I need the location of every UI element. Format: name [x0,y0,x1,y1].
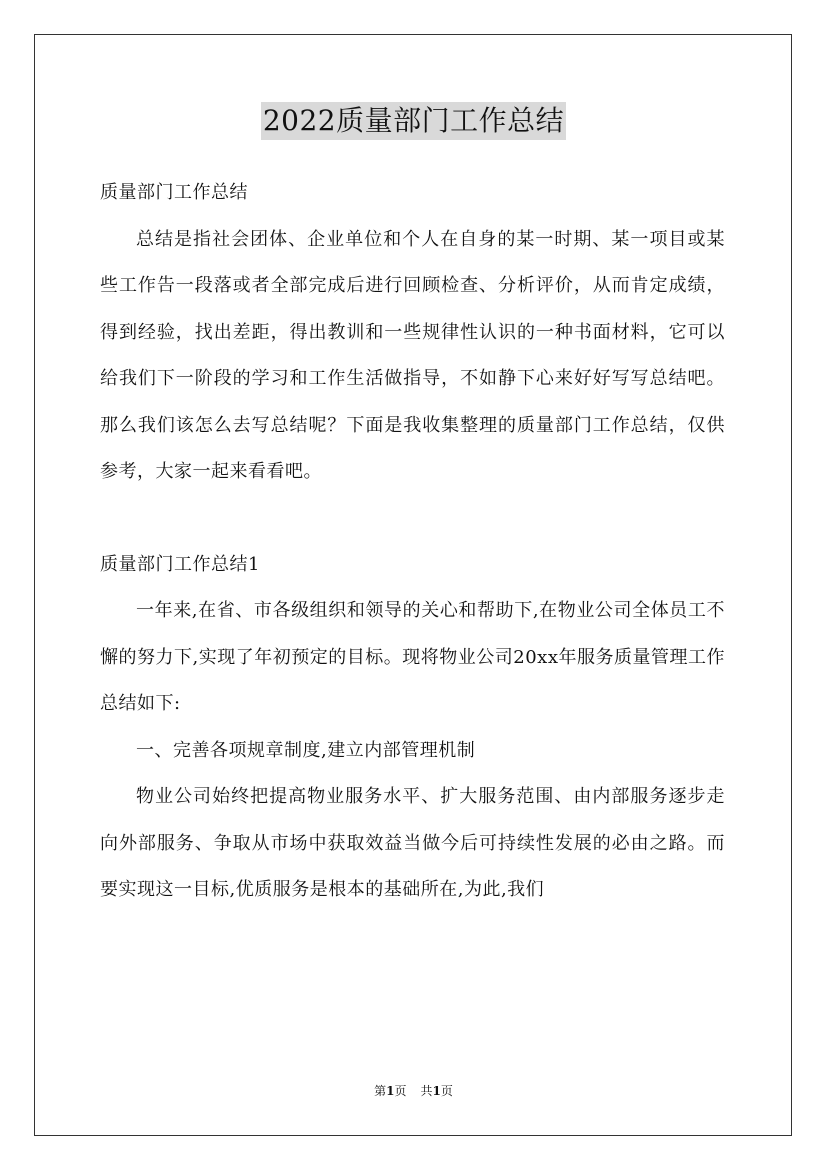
document-title: 2022质量部门工作总结 [261,102,566,140]
subsection-heading: 一、完善各项规章制度,建立内部管理机制 [136,739,476,761]
section-heading: 质量部门工作总结 [100,182,248,203]
paragraph: 总结是指社会团体、企业单位和个人在自身的某一时期、某一项目或某些工作告一段落或者全部完成后进行回顾检查、分析评价，从而肯定成绩，得到经验，找出差距，得出教训和一些规律性认识的一种书面材料，它可以给我们下一阶段的学习和工作生活做指导，不如静下心来好好写写总结吧。那么我们该怎么去写总结呢？下面是我收集整理的质量部门工作总结，仅供参考，大家一起来看看吧。 [100,228,725,482]
document-body [100,170,725,914]
page-prefix: 第 [374,1084,387,1098]
page-footer [0,1083,827,1099]
paragraph: 一年来,在省、市各级组织和领导的关心和帮助下,在物业公司全体员工不懈的努力下,实现了年初预定的目标。现将物业公司20xx年服务质量管理工作总结如下: [100,600,725,714]
section-heading: 质量部门工作总结1 [100,553,260,575]
section-spacer [100,496,725,542]
total-prefix: 共 [420,1084,433,1098]
total-suffix: 页 [440,1084,453,1098]
total-pages: 1 [432,1084,441,1098]
page-number: 1 [386,1084,395,1098]
page-suffix: 页 [394,1084,407,1098]
title-container [0,102,827,140]
paragraph: 物业公司始终把提高物业服务水平、扩大服务范围、由内部服务逐步走向外部服务、争取从市场中获取效益当做今后可持续性发展的必由之路。而要实现这一目标,优质服务是根本的基础所在,为此,我们 [100,786,725,900]
